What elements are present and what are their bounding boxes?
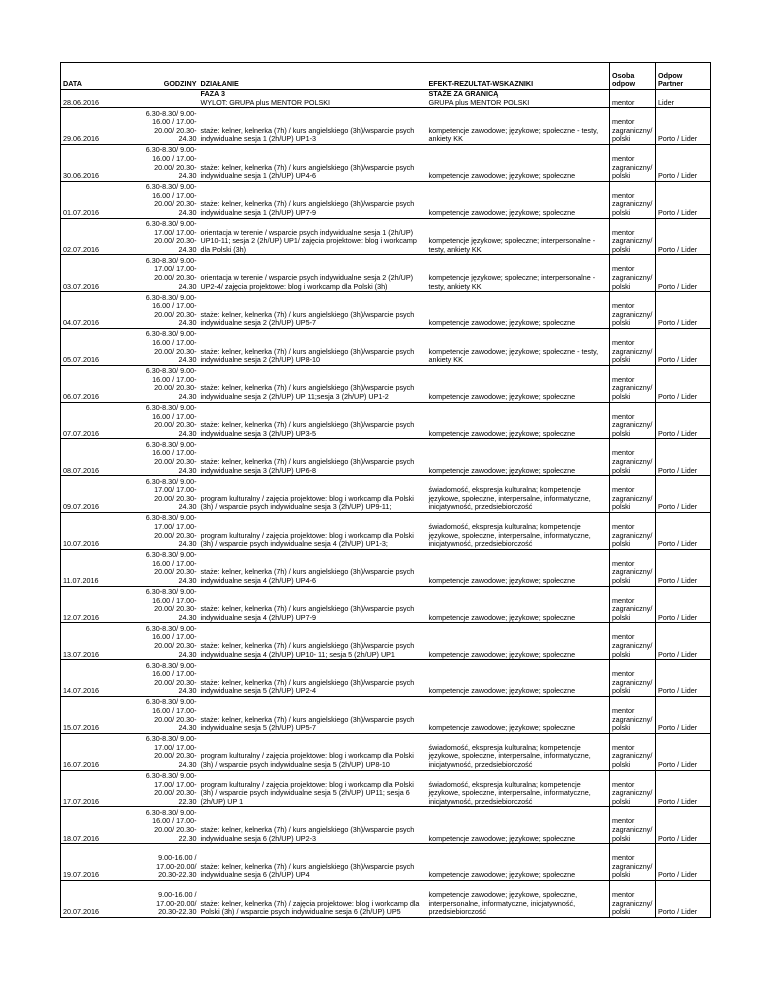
- row-activity: program kulturalny / zajęcia projektowe: blog i workcamp dla Polski (3h) / wsparcie psych indywidualne sesja 5 (2h/UP) UP11; sesja 6 (2h/UP) UP 1: [199, 770, 427, 807]
- row-partner: Porto / Lider: [656, 733, 711, 770]
- header-date: DATA: [61, 63, 143, 90]
- row-hours: 6.30-8.30/ 9.00-16.00 / 17.00-20.00/ 20.30-24.30: [143, 365, 199, 402]
- row-osoba: mentor zagraniczny/ polski: [610, 549, 656, 586]
- row-partner: Porto / Lider: [656, 512, 711, 549]
- row-osoba: mentor zagraniczny/ polski: [610, 586, 656, 623]
- row-osoba: mentor zagraniczny/ polski: [610, 292, 656, 329]
- row-partner: Porto / Lider: [656, 807, 711, 844]
- row-activity: staże: kelner, kelnerka (7h) / kurs angielskiego (3h)/wsparcie psych indywidualne sesja 5 (2h/UP) UP5-7: [199, 696, 427, 733]
- row-effect: świadomość, ekspresja kulturalna; kompetencje językowe, społeczne, interpersalne, informatyczne, inicjatywność, przedsiebiorczość: [427, 476, 610, 513]
- row-osoba: mentor zagraniczny/ polski: [610, 660, 656, 697]
- row-effect: kompetencje zawodowe; językowe; społeczne: [427, 439, 610, 476]
- row-activity: program kulturalny / zajęcia projektowe: blog i workcamp dla Polski (3h) / wsparcie psych indywidualne sesja 5 (2h/UP) UP8-10: [199, 733, 427, 770]
- table-row: [61, 880, 711, 917]
- row-activity: staże: kelner, kelnerka (7h) / kurs angielskiego (3h)/wsparcie psych indywidualne sesja 4 (2h/UP) UP4-6: [199, 549, 427, 586]
- row-date: 13.07.2016: [61, 623, 143, 660]
- row-effect: kompetencje zawodowe; językowe; społeczne: [427, 623, 610, 660]
- row-osoba: mentor zagraniczny/ polski: [610, 880, 656, 917]
- row-effect: kompetencje zawodowe; językowe; społeczne: [427, 807, 610, 844]
- row-osoba: mentor zagraniczny/ polski: [610, 181, 656, 218]
- row-partner: Porto / Lider: [656, 292, 711, 329]
- row-date: 16.07.2016: [61, 733, 143, 770]
- row-activity: staże: kelner, kelnerka (7h) / kurs angielskiego (3h)/wsparcie psych indywidualne sesja 3 (2h/UP) UP6-8: [199, 439, 427, 476]
- row-effect: kompetencje zawodowe; językowe; społeczne - testy, ankiety KK: [427, 328, 610, 365]
- table-row: [61, 549, 711, 586]
- row-partner: Porto / Lider: [656, 439, 711, 476]
- row-osoba: mentor zagraniczny/ polski: [610, 365, 656, 402]
- row-date: 04.07.2016: [61, 292, 143, 329]
- row-activity: staże: kelner, kelnerka (7h) / kurs angielskiego (3h)/wsparcie psych indywidualne sesja 1 (2h/UP) UP4-6: [199, 144, 427, 181]
- row-osoba: mentor zagraniczny/ polski: [610, 512, 656, 549]
- row-effect: kompetencje zawodowe; językowe; społeczne: [427, 181, 610, 218]
- row-partner: Porto / Lider: [656, 255, 711, 292]
- header-hours: GODZINY: [143, 63, 199, 90]
- row-date: 18.07.2016: [61, 807, 143, 844]
- row-effect: kompetencje zawodowe; językowe; społeczne - testy, ankiety KK: [427, 108, 610, 145]
- row-effect: kompetencje językowe; społeczne; interpersonalne - testy, ankiety KK: [427, 218, 610, 255]
- row-effect: świadomość, ekspresja kulturalna; kompetencje językowe, społeczne, interpersalne, informatyczne, inicjatywność, przedsiebiorczość: [427, 770, 610, 807]
- row-hours: 6.30-8.30/ 9.00-16.00 / 17.00-20.00/ 20.30-24.30: [143, 439, 199, 476]
- row-hours: 6.30-8.30/ 9.00-16.00 / 17.00-20.00/ 20.30-24.30: [143, 328, 199, 365]
- first-row-partner: Lider: [656, 90, 711, 108]
- row-osoba: mentor zagraniczny/ polski: [610, 144, 656, 181]
- row-osoba: mentor zagraniczny/ polski: [610, 218, 656, 255]
- table-row: [61, 108, 711, 145]
- row-date: 01.07.2016: [61, 181, 143, 218]
- row-partner: Porto / Lider: [656, 218, 711, 255]
- row-date: 20.07.2016: [61, 880, 143, 917]
- row-partner: Porto / Lider: [656, 328, 711, 365]
- row-osoba: mentor zagraniczny/ polski: [610, 696, 656, 733]
- row-date: 08.07.2016: [61, 439, 143, 476]
- row-effect: kompetencje zawodowe; językowe; społeczne: [427, 402, 610, 439]
- departure-label: WYLOT: GRUPA plus MENTOR POLSKI: [200, 97, 331, 107]
- row-partner: Porto / Lider: [656, 108, 711, 145]
- row-hours: 9.00-16.00 / 17.00-20.00/ 20.30-22.30: [143, 880, 199, 917]
- row-activity: orientacja w terenie / wsparcie psych indywidualne sesja 2 (2h/UP) UP2-4/ zajęcia projektowe: blog i workcamp dla Polski (3h): [199, 255, 427, 292]
- row-partner: Porto / Lider: [656, 880, 711, 917]
- table-row: [61, 770, 711, 807]
- row-hours: 6.30-8.30/ 9.00-16.00 / 17.00-20.00/ 20.30-24.30: [143, 108, 199, 145]
- row-activity: orientacja w terenie / wsparcie psych indywidualne sesja 1 (2h/UP) UP10-11; sesja 2 (2h/UP) UP1/ zajęcia projektowe: blog i workcamp dla Polski (3h): [199, 218, 427, 255]
- first-row-activity: [199, 90, 427, 108]
- table-row: [61, 144, 711, 181]
- row-partner: Porto / Lider: [656, 623, 711, 660]
- first-row-effect: [427, 90, 610, 108]
- table-row: [61, 476, 711, 513]
- row-hours: 6.30-8.30/ 9.00-17.00/ 17.00-20.00/ 20.30-24.30: [143, 218, 199, 255]
- schedule-table: [60, 62, 711, 918]
- row-effect: kompetencje zawodowe; językowe, społeczne, interpersonalne, informatyczne, inicjatywność, przedsiebiorczość: [427, 880, 610, 917]
- row-hours: 6.30-8.30/ 9.00-17.00/ 17.00-20.00/ 20.30-24.30: [143, 512, 199, 549]
- row-hours: 6.30-8.30/ 9.00-17.00/ 17.00-20.00/ 20.30-24.30: [143, 255, 199, 292]
- row-partner: Porto / Lider: [656, 660, 711, 697]
- row-partner: Porto / Lider: [656, 476, 711, 513]
- row-osoba: mentor zagraniczny/ polski: [610, 476, 656, 513]
- row-osoba: mentor zagraniczny/ polski: [610, 844, 656, 881]
- header-partner: Odpow Partner: [656, 63, 711, 90]
- row-activity: program kulturalny / zajęcia projektowe: blog i workcamp dla Polski (3h) / wsparcie psych indywidualne sesja 4 (2h/UP) UP1-3;: [199, 512, 427, 549]
- row-hours: 6.30-8.30/ 9.00-16.00 / 17.00-20.00/ 20.30-24.30: [143, 586, 199, 623]
- table-row: [61, 807, 711, 844]
- row-hours: 6.30-8.30/ 9.00-16.00 / 17.00-20.00/ 20.30-24.30: [143, 144, 199, 181]
- row-effect: kompetencje zawodowe; językowe; społeczne: [427, 696, 610, 733]
- table-row: [61, 218, 711, 255]
- row-date: 15.07.2016: [61, 696, 143, 733]
- row-date: 29.06.2016: [61, 108, 143, 145]
- row-osoba: mentor zagraniczny/ polski: [610, 807, 656, 844]
- header-activity: DZIAŁANIE: [199, 63, 427, 90]
- row-hours: 6.30-8.30/ 9.00-16.00 / 17.00-20.00/ 20.30-24.30: [143, 696, 199, 733]
- row-date: 05.07.2016: [61, 328, 143, 365]
- row-partner: Porto / Lider: [656, 770, 711, 807]
- row-effect: kompetencje zawodowe; językowe; społeczne: [427, 292, 610, 329]
- row-effect: świadomość, ekspresja kulturalna; kompetencje językowe, społeczne, interpersalne, informatyczne, inicjatywność, przedsiebiorczość: [427, 512, 610, 549]
- row-effect: kompetencje językowe; społeczne; interpersonalne - testy, ankiety KK: [427, 255, 610, 292]
- row-osoba: mentor zagraniczny/ polski: [610, 108, 656, 145]
- row-activity: staże: kelner, kelnerka (7h) / kurs angielskiego (3h)/wsparcie psych indywidualne sesja 4 (2h/UP) UP10- 11; sesja 5 (2h/UP) UP1: [199, 623, 427, 660]
- row-date: 02.07.2016: [61, 218, 143, 255]
- row-date: 07.07.2016: [61, 402, 143, 439]
- row-activity: staże: kelner, kelnerka (7h) / zajęcia projektowe: blog i workcamp dla Polski (3h) / wsparcie psych indywidualne sesja 6 (2h/UP) UP5: [199, 880, 427, 917]
- row-date: 30.06.2016: [61, 144, 143, 181]
- row-effect: kompetencje zawodowe; językowe; społeczne: [427, 844, 610, 881]
- row-activity: staże: kelner, kelnerka (7h) / kurs angielskiego (3h)/wsparcie psych indywidualne sesja 2 (2h/UP) UP 11;sesja 3 (2h/UP) UP1-2: [199, 365, 427, 402]
- row-date: 06.07.2016: [61, 365, 143, 402]
- row-activity: staże: kelner, kelnerka (7h) / kurs angielskiego (3h)/wsparcie psych indywidualne sesja 5 (2h/UP) UP2-4: [199, 660, 427, 697]
- header-row: [61, 63, 711, 90]
- row-osoba: mentor zagraniczny/ polski: [610, 770, 656, 807]
- table-row: [61, 181, 711, 218]
- row-hours: 6.30-8.30/ 9.00-17.00/ 17.00-20.00/ 20.30-24.30: [143, 733, 199, 770]
- first-row-osoba: mentor: [610, 90, 656, 108]
- row-hours: 6.30-8.30/ 9.00-16.00 / 17.00-20.00/ 20.30-24.30: [143, 292, 199, 329]
- table-row: [61, 512, 711, 549]
- row-partner: Porto / Lider: [656, 402, 711, 439]
- header-effect: EFEKT-REZULTAT-WSKAZNIKI: [427, 63, 610, 90]
- row-osoba: mentor zagraniczny/ polski: [610, 439, 656, 476]
- row-date: 11.07.2016: [61, 549, 143, 586]
- row-activity: staże: kelner, kelnerka (7h) / kurs angielskiego (3h)/wsparcie psych indywidualne sesja 6 (2h/UP) UP2-3: [199, 807, 427, 844]
- table-row: [61, 255, 711, 292]
- row-hours: 6.30-8.30/ 9.00-17.00/ 17.00-20.00/ 20.30-24.30: [143, 476, 199, 513]
- header-osoba: Osoba odpow: [610, 63, 656, 90]
- row-partner: Porto / Lider: [656, 844, 711, 881]
- row-activity: program kulturalny / zajęcia projektowe: blog i workcamp dla Polski (3h) / wsparcie psych indywidualne sesja 3 (2h/UP) UP9-11;: [199, 476, 427, 513]
- row-hours: 6.30-8.30/ 9.00-16.00 / 17.00-20.00/ 20.30-24.30: [143, 623, 199, 660]
- row-activity: staże: kelner, kelnerka (7h) / kurs angielskiego (3h)/wsparcie psych indywidualne sesja 2 (2h/UP) UP5-7: [199, 292, 427, 329]
- row-date: 10.07.2016: [61, 512, 143, 549]
- row-effect: kompetencje zawodowe; językowe; społeczne: [427, 365, 610, 402]
- row-date: 09.07.2016: [61, 476, 143, 513]
- row-activity: staże: kelner, kelnerka (7h) / kurs angielskiego (3h)/wsparcie psych indywidualne sesja 1 (2h/UP) UP1-3: [199, 108, 427, 145]
- row-date: 12.07.2016: [61, 586, 143, 623]
- table-row: [61, 365, 711, 402]
- row-activity: staże: kelner, kelnerka (7h) / kurs angielskiego (3h)/wsparcie psych indywidualne sesja 4 (2h/UP) UP7-9: [199, 586, 427, 623]
- row-partner: Porto / Lider: [656, 696, 711, 733]
- row-date: 14.07.2016: [61, 660, 143, 697]
- row-hours: 6.30-8.30/ 9.00-16.00 / 17.00-20.00/ 20.30-24.30: [143, 181, 199, 218]
- table-row: [61, 439, 711, 476]
- row-hours: 6.30-8.30/ 9.00-17.00/ 17.00-20.00/ 20.30-22.30: [143, 770, 199, 807]
- table-row: [61, 733, 711, 770]
- row-osoba: mentor zagraniczny/ polski: [610, 402, 656, 439]
- table-row-first: [61, 90, 711, 108]
- row-activity: staże: kelner, kelnerka (7h) / kurs angielskiego (3h)/wsparcie psych indywidualne sesja 2 (2h/UP) UP8-10: [199, 328, 427, 365]
- row-hours: 6.30-8.30/ 9.00-16.00 / 17.00-20.00/ 20.30-24.30: [143, 402, 199, 439]
- row-partner: Porto / Lider: [656, 586, 711, 623]
- group-label: GRUPA plus MENTOR POLSKI: [428, 97, 530, 107]
- row-hours: 9.00-16.00 / 17.00-20.00/ 20.30-22.30: [143, 844, 199, 881]
- row-osoba: mentor zagraniczny/ polski: [610, 328, 656, 365]
- table-row: [61, 696, 711, 733]
- table-row: [61, 844, 711, 881]
- first-row-date: 28.06.2016: [61, 90, 143, 108]
- table-row: [61, 623, 711, 660]
- row-hours: 6.30-8.30/ 9.00-16.00 / 17.00-20.00/ 20.30-24.30: [143, 549, 199, 586]
- row-activity: staże: kelner, kelnerka (7h) / kurs angielskiego (3h)/wsparcie psych indywidualne sesja 6 (2h/UP) UP4: [199, 844, 427, 881]
- row-date: 19.07.2016: [61, 844, 143, 881]
- row-activity: staże: kelner, kelnerka (7h) / kurs angielskiego (3h)/wsparcie psych indywidualne sesja 1 (2h/UP) UP7-9: [199, 181, 427, 218]
- row-partner: Porto / Lider: [656, 181, 711, 218]
- row-hours: 6.30-8.30/ 9.00-16.00 / 17.00-20.00/ 20.30-22.30: [143, 807, 199, 844]
- row-effect: kompetencje zawodowe; językowe; społeczne: [427, 144, 610, 181]
- row-hours: 6.30-8.30/ 9.00-16.00 / 17.00-20.00/ 20.30-24.30: [143, 660, 199, 697]
- table-row: [61, 402, 711, 439]
- internship-label: STAŻE ZA GRANICĄ: [428, 89, 499, 98]
- row-effect: kompetencje zawodowe; językowe; społeczne: [427, 549, 610, 586]
- row-osoba: mentor zagraniczny/ polski: [610, 255, 656, 292]
- phase-label: FAZA 3: [200, 89, 225, 98]
- row-effect: kompetencje zawodowe; językowe; społeczne: [427, 586, 610, 623]
- row-osoba: mentor zagraniczny/ polski: [610, 733, 656, 770]
- row-osoba: mentor zagraniczny/ polski: [610, 623, 656, 660]
- row-effect: świadomość, ekspresja kulturalna; kompetencje językowe, społeczne, interpersalne, informatyczne, inicjatywność, przedsiebiorczość: [427, 733, 610, 770]
- table-row: [61, 660, 711, 697]
- row-date: 17.07.2016: [61, 770, 143, 807]
- row-activity: staże: kelner, kelnerka (7h) / kurs angielskiego (3h)/wsparcie psych indywidualne sesja 3 (2h/UP) UP3-5: [199, 402, 427, 439]
- row-partner: Porto / Lider: [656, 365, 711, 402]
- table-row: [61, 586, 711, 623]
- row-partner: Porto / Lider: [656, 144, 711, 181]
- table-row: [61, 292, 711, 329]
- row-partner: Porto / Lider: [656, 549, 711, 586]
- table-row: [61, 328, 711, 365]
- row-date: 03.07.2016: [61, 255, 143, 292]
- row-effect: kompetencje zawodowe; językowe; społeczne: [427, 660, 610, 697]
